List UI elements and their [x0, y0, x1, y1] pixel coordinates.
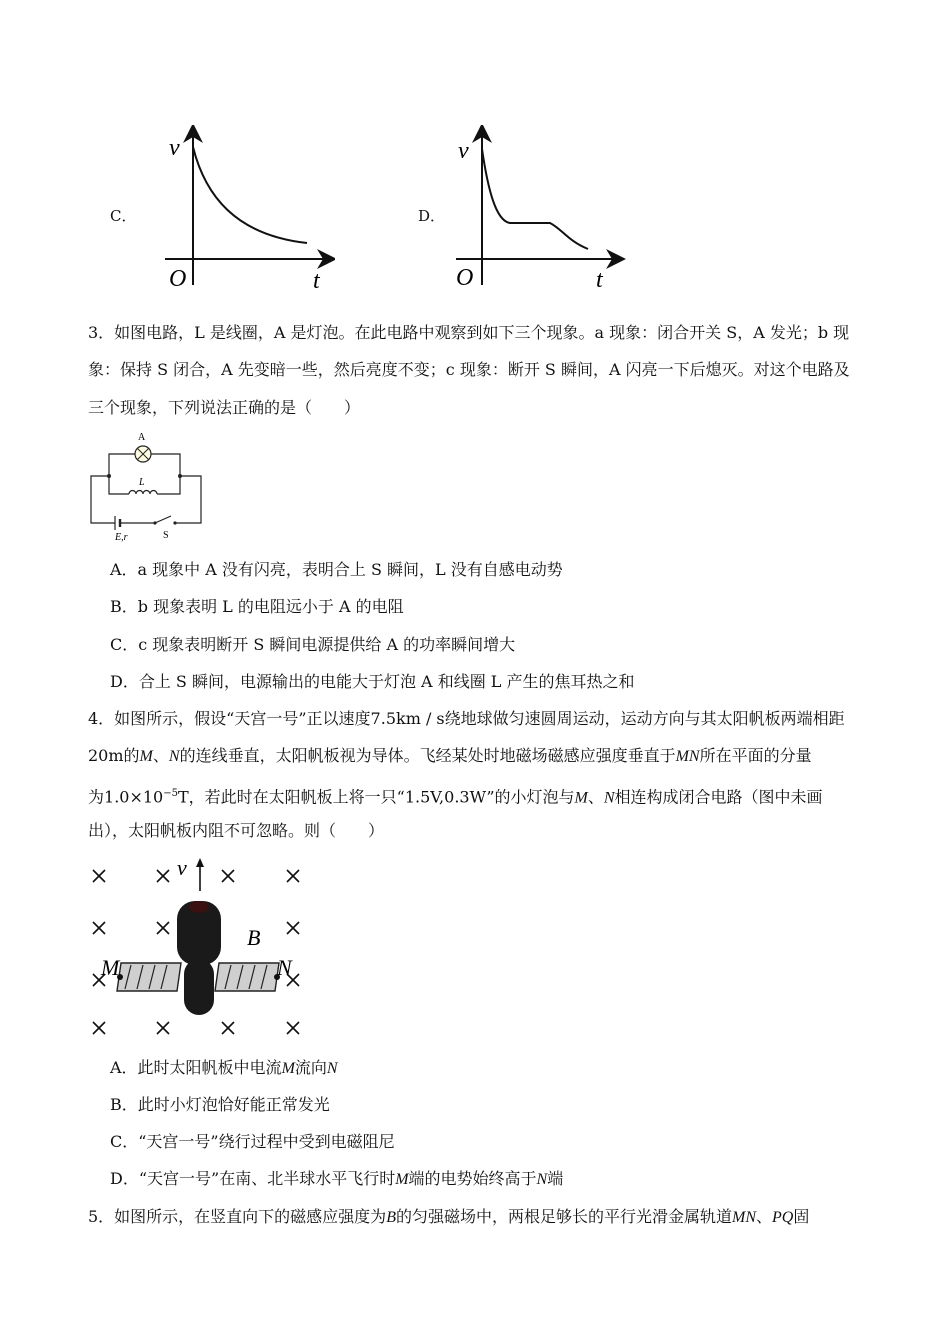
q3-stem-line3: 三个现象，下列说法正确的是（ ）: [88, 398, 361, 417]
decay-curve: [193, 147, 307, 243]
source-er-label: E,r: [115, 532, 128, 543]
switch-s-symbol: [155, 516, 171, 523]
q5-stem-line1: [88, 1206, 868, 1229]
q5-l1a: 5．如图所示，在竖直向下的磁感应强度为: [88, 1207, 387, 1226]
q4-l2d: 、: [152, 746, 169, 765]
q3-stem-line2: 象：保持 S 闭合，A 先变暗一些，然后亮度不变；c 现象：断开 S 瞬间，A 闪亮一下后熄灭。对这个电路及: [88, 360, 850, 379]
q4-option-c[interactable]: C．“天宫一号”绕行过程中受到电磁阻尼: [110, 1132, 395, 1151]
q5-l1d: MN: [731, 1209, 756, 1226]
q4-optA-m: M: [281, 1060, 295, 1077]
q5-l1e: 、: [755, 1207, 772, 1226]
q5-l1c: 的匀强磁场中，两根足够长的平行光滑金属轨道: [395, 1207, 732, 1226]
q4-l2f: 的连线垂直，太阳帆板视为导体。飞经某处时地磁场磁感应强度垂直于: [179, 746, 676, 765]
q4-option-b[interactable]: B．此时小灯泡恰好能正常发光: [110, 1095, 330, 1114]
coil-l-label: L: [139, 477, 145, 488]
q4-optA-mid: 流向: [294, 1058, 327, 1077]
q3-option-a[interactable]: A．a 现象中 A 没有闪亮，表明合上 S 瞬间，L 没有自感电动势: [110, 560, 563, 579]
q5-l1f: PQ: [772, 1209, 794, 1226]
velocity-graph-d: [448, 125, 628, 295]
solar-panel-left: [117, 963, 181, 991]
q4-l1c: 绕地球做匀速圆周运动，运动方向与其太阳帆板两端相距: [444, 709, 845, 728]
q4-l2b: 的: [123, 746, 140, 765]
axis-t-label: t: [596, 267, 603, 293]
q4-optD-post: 端: [547, 1169, 564, 1188]
terminal-n-label: N: [277, 955, 292, 980]
q4-field-exponent: −5: [163, 788, 178, 799]
option-c-label: C．: [110, 207, 137, 225]
q4-l3a: 为: [88, 787, 105, 807]
q4-stem-line3: [88, 783, 868, 809]
lamp-a-label: A: [138, 432, 146, 443]
q4-optD-n: N: [536, 1171, 548, 1188]
q4-stem-line2: [88, 745, 868, 768]
q3-option-c[interactable]: C．c 现象表明断开 S 瞬间电源提供给 A 的功率瞬间增大: [110, 635, 516, 654]
q5-l1b: B: [386, 1209, 396, 1226]
q4-field-unit: T: [177, 787, 189, 807]
q4-option-d[interactable]: [110, 1168, 563, 1191]
q4-l2e: N: [168, 748, 180, 765]
q4-l2c: M: [139, 748, 153, 765]
option-d-label: D．: [418, 207, 446, 225]
q4-option-a[interactable]: [110, 1057, 338, 1080]
q4-optD-pre: D．“天宫一号”在南、北半球水平飞行时: [110, 1169, 396, 1188]
coil-l-symbol: [129, 491, 157, 495]
solar-panel-right: [215, 963, 279, 991]
q4-optA-pre: A．此时太阳帆板中电流: [110, 1058, 282, 1077]
axis-o-label: O: [169, 266, 187, 292]
q4-optA-n: N: [326, 1060, 338, 1077]
q4-l3j: 相连构成闭合电路（图中未画: [614, 787, 823, 807]
q3-option-b[interactable]: B．b 现象表明 L 的电阻远小于 A 的电阻: [110, 597, 404, 616]
velocity-label: v: [177, 855, 187, 880]
axis-v-label: v: [169, 135, 180, 161]
q4-bulb-rating: 1.5V,0.3W: [404, 787, 487, 807]
decay-plateau-curve: [482, 149, 588, 249]
velocity-graph-c: [155, 125, 335, 295]
q4-l3f: ”的小灯泡与: [486, 787, 575, 807]
q4-l3i: N: [603, 789, 615, 807]
q4-distance: 20m: [88, 746, 124, 765]
terminal-m-label: M: [101, 955, 120, 980]
q4-speed: 7.5km / s: [370, 709, 445, 728]
q4-l3h: 、: [587, 787, 604, 807]
switch-s-label: S: [163, 530, 169, 541]
q4-l2g: MN: [675, 748, 700, 765]
field-b-label: B: [247, 925, 261, 950]
q4-stem-line1: [88, 708, 868, 730]
q3-stem-line1: 3．如图电路，L 是线圈，A 是灯泡。在此电路中观察到如下三个现象。a 现象：闭合开关 S，A 发光；b 现: [88, 323, 850, 342]
axis-v-label: v: [458, 138, 469, 164]
q4-l3g: M: [574, 789, 588, 807]
q4-optD-m: M: [395, 1171, 409, 1188]
q4-satellite-figure: [85, 855, 315, 1045]
q4-field-value: 1.0×10: [104, 787, 164, 807]
q4-optD-mid: 端的电势始终高于: [408, 1169, 537, 1188]
q3-option-d[interactable]: D．合上 S 瞬间，电源输出的电能大于灯泡 A 和线圈 L 产生的焦耳热之和: [110, 672, 635, 691]
q5-l1g: 固: [793, 1207, 810, 1226]
q3-circuit-diagram: [85, 428, 210, 543]
q4-l3d: ，若此时在太阳帆板上将一只“: [188, 787, 405, 807]
axis-o-label: O: [456, 265, 474, 291]
q4-l2h: 所在平面的分量: [699, 746, 812, 765]
q4-l1a: 4．如图所示，假设“天宫一号”正以速度: [88, 709, 371, 728]
q4-stem-line4: 出），太阳帆板内阻不可忽略。则（ ）: [88, 821, 385, 840]
axis-t-label: t: [313, 268, 320, 294]
